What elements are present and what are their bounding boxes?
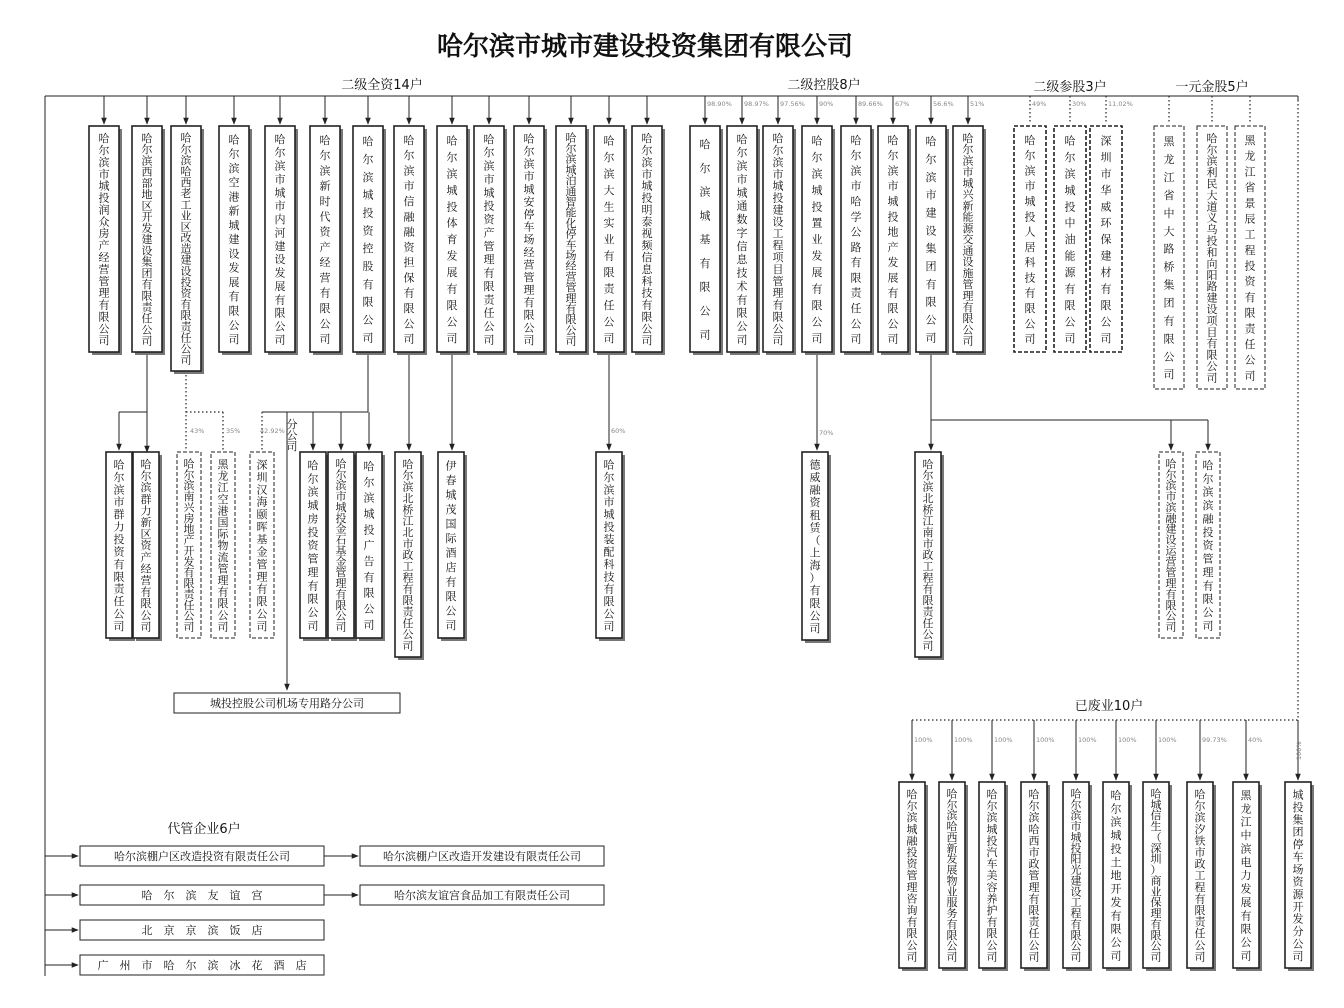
company-defunct-5-label: 哈尔滨市城投阳光建设工程有限公司 xyxy=(1070,787,1082,964)
pct-row1-25: 11.02% xyxy=(1108,100,1133,108)
company-row2-15-label: 哈尔滨滨融投资管理有限公司 xyxy=(1202,458,1214,633)
company-defunct-9-label: 黑龙江中滨电力发展有限公司 xyxy=(1240,788,1252,963)
pct-defunct-2: 100% xyxy=(954,736,973,744)
managed-label-b: 哈 尔 滨 友 谊 宫 xyxy=(141,889,263,902)
pct-row2-3: 43% xyxy=(190,427,205,435)
managed-label-c: 北 京 京 滨 饭 店 xyxy=(141,924,263,937)
company-row2-9-label: 哈尔滨北桥江北市政工程有限责任公司 xyxy=(402,457,414,653)
pct-row2-12: 70% xyxy=(819,429,834,437)
pct-defunct-10: 100% xyxy=(1295,741,1303,760)
company-row1-16-label: 哈尔滨市城通数字信息技术有限公司 xyxy=(736,132,748,347)
company-row2-10-label: 伊春城茂国际酒店有限公司 xyxy=(445,459,457,632)
managed-label-a: 哈尔滨棚户区改造投资有限责任公司 xyxy=(114,850,290,863)
group-label-wholly-owned: 二级全资14户 xyxy=(341,78,423,93)
company-row2-12-label: 德威融资租赁（上海）有限公司 xyxy=(809,458,821,635)
pct-row1-17: 97.56% xyxy=(780,100,805,108)
group-label-managed: 代管企业6户 xyxy=(167,822,241,837)
pct-row1-19: 89.66% xyxy=(858,100,883,108)
company-row1-12-label: 哈尔滨城泊通智能化停车场经营管理有限公司 xyxy=(565,131,577,348)
pct-row1-23: 49% xyxy=(1032,100,1047,108)
company-row1-11-label: 哈尔滨市城安停车场经营管理有限公司 xyxy=(523,132,535,347)
company-row1-28-label: 黑龙江省景辰工程投资有限责任公司 xyxy=(1244,134,1256,383)
company-row1-18-label: 哈尔滨城投置业发展有限公司 xyxy=(811,134,823,345)
company-row2-3-label: 哈尔滨南兴房地产开发有限责任公司 xyxy=(183,457,195,634)
company-row2-13-label: 哈尔滨北桥江南市政工程有限责任公司 xyxy=(922,457,934,653)
pct-row1-21: 56.6% xyxy=(933,100,954,108)
company-defunct-4-label: 哈尔滨哈西市政管理有限责任公司 xyxy=(1028,788,1040,964)
company-defunct-7-label: 哈城信生（深圳）商业保理有限公司 xyxy=(1150,787,1162,964)
pct-defunct-1: 100% xyxy=(914,736,933,744)
pct-row1-15: 98.90% xyxy=(707,100,732,108)
company-defunct-1-label: 哈尔滨城融投资管理咨询有限公司 xyxy=(906,788,918,964)
company-row1-2-label: 哈尔滨西部地区开发建设集团有限责任公司 xyxy=(141,131,153,348)
managed-label-b-child: 哈尔滨友谊宫食品加工有限责任公司 xyxy=(394,889,570,902)
company-defunct-6-label: 哈尔滨城投土地开发有限公司 xyxy=(1110,788,1122,963)
company-row1-22-label: 哈尔滨市城兴新能源交通设施管理有限公司 xyxy=(962,131,974,348)
pct-defunct-8: 99.73% xyxy=(1202,736,1227,744)
pct-row1-24: 30% xyxy=(1072,100,1087,108)
company-row1-13-label: 哈尔滨大生实业有限责任公司 xyxy=(603,134,615,345)
company-defunct-2-label: 哈尔滨哈西新发展物业服务有限公司 xyxy=(946,787,958,964)
company-row1-15-label: 哈尔滨城基有限公司 xyxy=(699,138,711,342)
company-row2-6-label: 哈尔滨城房投资管理有限公司 xyxy=(307,458,319,633)
company-row1-19-label: 哈尔滨市哈学公路有限责任公司 xyxy=(850,133,862,346)
company-row2-5-label: 深圳汉海颐晖基金管理有限公司 xyxy=(256,458,268,633)
company-row1-21-label: 哈尔滨市建设集团有限公司 xyxy=(925,135,937,345)
company-row1-8-label: 哈尔滨市信融融资担保有限公司 xyxy=(403,133,415,346)
company-row1-17-label: 哈尔滨市城投建设工程项目管理有限公司 xyxy=(772,132,784,348)
group-label-shareholding: 二级参股3户 xyxy=(1033,80,1107,95)
page-title: 哈尔滨市城市建设投资集团有限公司 xyxy=(436,32,854,62)
company-defunct-8-label: 哈尔滨汐铁市政工程有限责任公司 xyxy=(1194,788,1206,964)
company-row1-20-label: 哈尔滨市城投地产发展有限公司 xyxy=(887,133,899,346)
group-label-holding: 二级控股8户 xyxy=(787,78,861,93)
company-row1-23-label: 哈尔滨市城投人居科技有限公司 xyxy=(1024,133,1036,346)
pct-row1-18: 90% xyxy=(819,100,834,108)
pct-defunct-7: 100% xyxy=(1158,736,1177,744)
company-defunct-10-label: 城投集团停车场资源开发分公司 xyxy=(1292,788,1304,963)
company-row2-1-label: 哈尔滨市群力投资有限责任公司 xyxy=(113,458,125,633)
branch-label-text: 分公司 xyxy=(286,418,298,453)
company-row1-1-label: 哈尔滨市城投润众房产经营管理有限公司 xyxy=(98,132,110,348)
pct-defunct-5: 100% xyxy=(1078,736,1097,744)
company-row1-24-label: 哈尔滨城投中油能源有限公司 xyxy=(1064,134,1076,345)
company-row1-27-label: 哈尔滨利民大道义乌投和向阳路建设项目有限公司 xyxy=(1206,131,1218,385)
company-row1-7-label: 哈尔滨城投资控股有限公司 xyxy=(362,135,374,345)
company-boxes xyxy=(89,126,1314,971)
company-defunct-3-label: 哈尔滨城投汽车美容养护有限公司 xyxy=(986,788,998,964)
pct-row2-4: 35% xyxy=(226,427,241,435)
company-row1-9-label: 哈尔滨城投体育发展有限公司 xyxy=(446,134,458,345)
pct-defunct-6: 100% xyxy=(1118,736,1137,744)
company-row2-2-label: 哈尔滨群力新区资产经营有限公司 xyxy=(140,458,152,634)
branch-label xyxy=(287,417,298,453)
company-row2-7-label: 哈尔滨市城投金石基金管理有限公司 xyxy=(335,457,347,634)
pct-defunct-4: 100% xyxy=(1036,736,1055,744)
company-row1-6-label: 哈尔滨新时代资产经营有限公司 xyxy=(319,133,331,346)
company-row2-4-label: 黑龙江空港国际物流管理有限公司 xyxy=(217,458,229,634)
company-row2-14-label: 哈尔滨市滨融建设运营管理有限公司 xyxy=(1165,457,1177,634)
pct-defunct-9: 40% xyxy=(1248,736,1263,744)
group-label-golden-share: 一元金股5户 xyxy=(1175,80,1249,95)
pct-row1-16: 98.97% xyxy=(744,100,769,108)
airport-branch-label: 城投控股公司机场专用路分公司 xyxy=(210,697,364,710)
managed-label-d: 广 州 市 哈 尔 滨 冰 花 酒 店 xyxy=(97,959,307,972)
company-row1-14-label: 哈尔滨市城投明泰视频信息科技有限公司 xyxy=(641,132,653,348)
managed-label-a-child: 哈尔滨棚户区改造开发建设有限责任公司 xyxy=(383,850,581,863)
company-row1-25-label: 深圳市华威环保建材有限公司 xyxy=(1100,134,1112,345)
company-row2-8-label: 哈尔滨城投广告有限公司 xyxy=(363,460,375,632)
pct-row1-22: 51% xyxy=(970,100,985,108)
pct-row2-5: 42.92% xyxy=(260,427,285,435)
pct-row2-11: 60% xyxy=(611,427,626,435)
pct-row1-20: 67% xyxy=(895,100,910,108)
pct-defunct-3: 100% xyxy=(994,736,1013,744)
company-row1-26-label: 黑龙江省中大路桥集团有限公司 xyxy=(1163,135,1175,382)
group-label-defunct: 已废业10户 xyxy=(1074,699,1144,714)
company-row1-5-label: 哈尔滨市城市内河建设发展有限公司 xyxy=(274,132,286,347)
company-row1-4-label: 哈尔滨空港新城建设发展有限公司 xyxy=(228,133,240,346)
company-row2-11-label: 哈尔滨市城投装配科技有限公司 xyxy=(603,458,615,633)
company-row1-3-label: 哈尔滨哈西老工业区改造建设投资有限责任公司 xyxy=(180,131,192,367)
company-row1-10-label: 哈尔滨市城投资产管理有限责任公司 xyxy=(483,132,495,347)
